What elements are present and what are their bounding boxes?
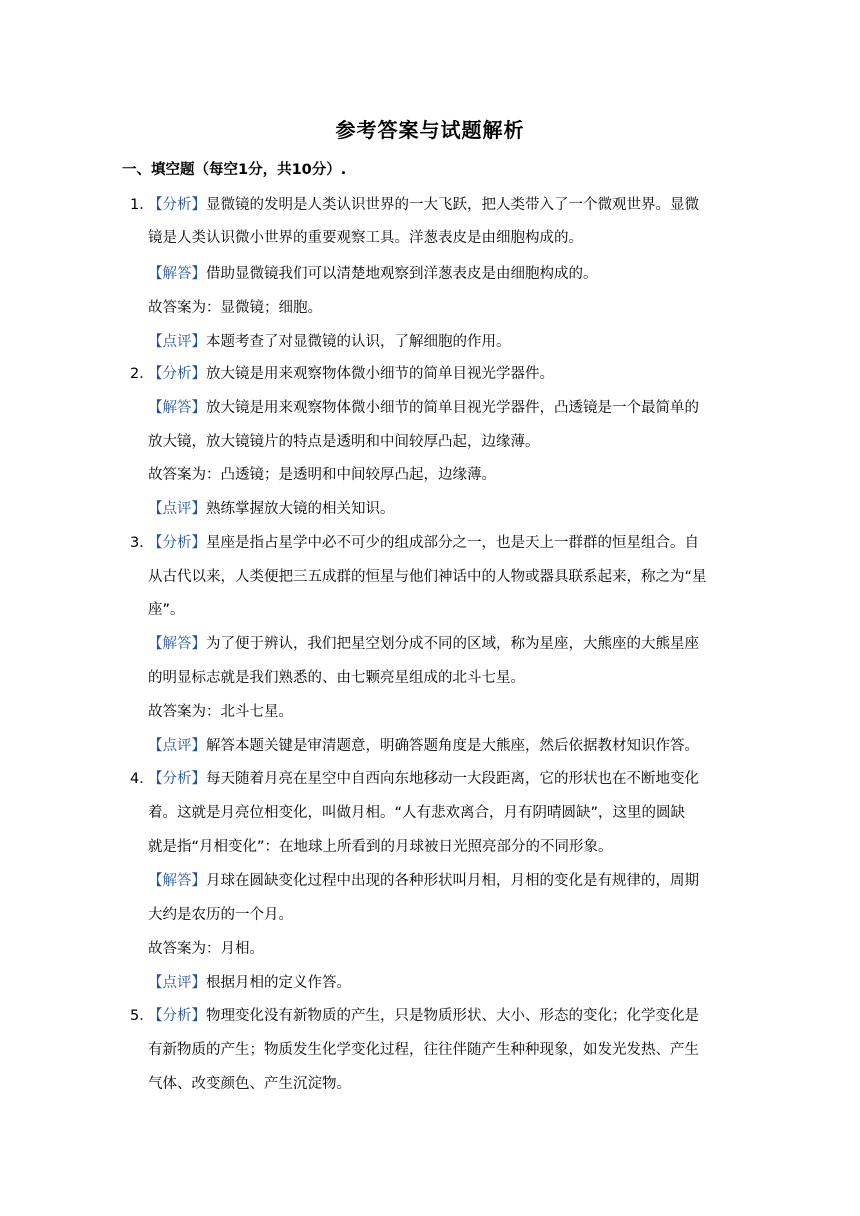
answer-tag: 【解答】	[148, 400, 206, 416]
question-number: 5．	[130, 1008, 154, 1024]
analysis-line: 着。这就是月亮位相变化，叫做月相。“人有悲欢离合，月有阴晴圆缺”，这里的圆缺	[148, 805, 686, 821]
answer-line: 大约是农历的一个月。	[148, 907, 293, 923]
answer-line: 的明显标志就是我们熟悉的、由七颗亮星组成的北斗七星。	[148, 670, 525, 686]
result-line: 故答案为：显微镜；细胞。	[148, 300, 322, 316]
analysis-line: 就是指“月相变化”：在地球上所看到的月球被日光照亮部分的不同形象。	[148, 839, 613, 855]
analysis-line: 【分析】星座是指占星学中必不可少的组成部分之一，也是天上一群群的恒星组合。自	[148, 535, 699, 551]
question-number: 1．	[130, 197, 154, 213]
answer-line: 放大镜，放大镜镜片的特点是透明和中间较厚凸起，边缘薄。	[148, 434, 540, 450]
answer-line: 【解答】借助显微镜我们可以清楚地观察到洋葱表皮是由细胞构成的。	[148, 266, 598, 282]
question-number: 2．	[130, 366, 154, 382]
answer-tag: 【解答】	[148, 266, 206, 282]
answer-line: 【解答】放大镜是用来观察物体微小细节的简单目视光学器件，凸透镜是一个最简单的	[148, 400, 699, 416]
comment-tag: 【点评】	[148, 501, 206, 517]
analysis-line: 【分析】放大镜是用来观察物体微小细节的简单目视光学器件。	[148, 366, 554, 382]
page-title: 参考答案与试题解析	[335, 118, 525, 142]
analysis-tag: 【分析】	[148, 1008, 206, 1024]
analysis-line: 气体、改变颜色、产生沉淀物。	[148, 1076, 351, 1092]
answer-tag: 【解答】	[148, 636, 206, 652]
analysis-line: 座”。	[148, 602, 185, 618]
analysis-line: 从古代以来，人类便把三五成群的恒星与他们神话中的人物或器具联系起来，称之为“星	[148, 569, 707, 585]
analysis-tag: 【分析】	[148, 366, 206, 382]
analysis-line: 【分析】显微镜的发明是人类认识世界的一大飞跃，把人类带入了一个微观世界。显微	[148, 197, 699, 213]
comment-line: 【点评】解答本题关键是审清题意，明确答题角度是大熊座，然后依据教材知识作答。	[148, 738, 699, 754]
comment-line: 【点评】熟练掌握放大镜的相关知识。	[148, 501, 395, 517]
analysis-line: 镜是人类认识微小世界的重要观察工具。洋葱表皮是由细胞构成的。	[148, 230, 583, 246]
answer-line: 【解答】为了便于辨认，我们把星空划分成不同的区域，称为星座，大熊座的大熊星座	[148, 636, 699, 652]
analysis-tag: 【分析】	[148, 197, 206, 213]
result-line: 故答案为：月相。	[148, 941, 264, 957]
analysis-line: 有新物质的产生；物质发生化学变化过程，往往伴随产生种种现象，如发光发热、产生	[148, 1042, 699, 1058]
question-number: 3．	[130, 535, 154, 551]
question-number: 4．	[130, 771, 154, 787]
comment-tag: 【点评】	[148, 334, 206, 350]
comment-line: 【点评】本题考查了对显微镜的认识，了解细胞的作用。	[148, 334, 511, 350]
comment-line: 【点评】根据月相的定义作答。	[148, 975, 351, 991]
comment-tag: 【点评】	[148, 975, 206, 991]
section-heading: 一、填空题（每空1分，共10分）.	[122, 162, 347, 178]
result-line: 故答案为：北斗七星。	[148, 704, 293, 720]
analysis-line: 【分析】每天随着月亮在星空中自西向东地移动一大段距离，它的形状也在不断地变化	[148, 771, 699, 787]
analysis-tag: 【分析】	[148, 771, 206, 787]
comment-tag: 【点评】	[148, 738, 206, 754]
analysis-line: 【分析】物理变化没有新物质的产生，只是物质形状、大小、形态的变化；化学变化是	[148, 1008, 699, 1024]
analysis-tag: 【分析】	[148, 535, 206, 551]
result-line: 故答案为：凸透镜；是透明和中间较厚凸起，边缘薄。	[148, 467, 496, 483]
answer-tag: 【解答】	[148, 873, 206, 889]
answer-line: 【解答】月球在圆缺变化过程中出现的各种形状叫月相，月相的变化是有规律的，周期	[148, 873, 699, 889]
